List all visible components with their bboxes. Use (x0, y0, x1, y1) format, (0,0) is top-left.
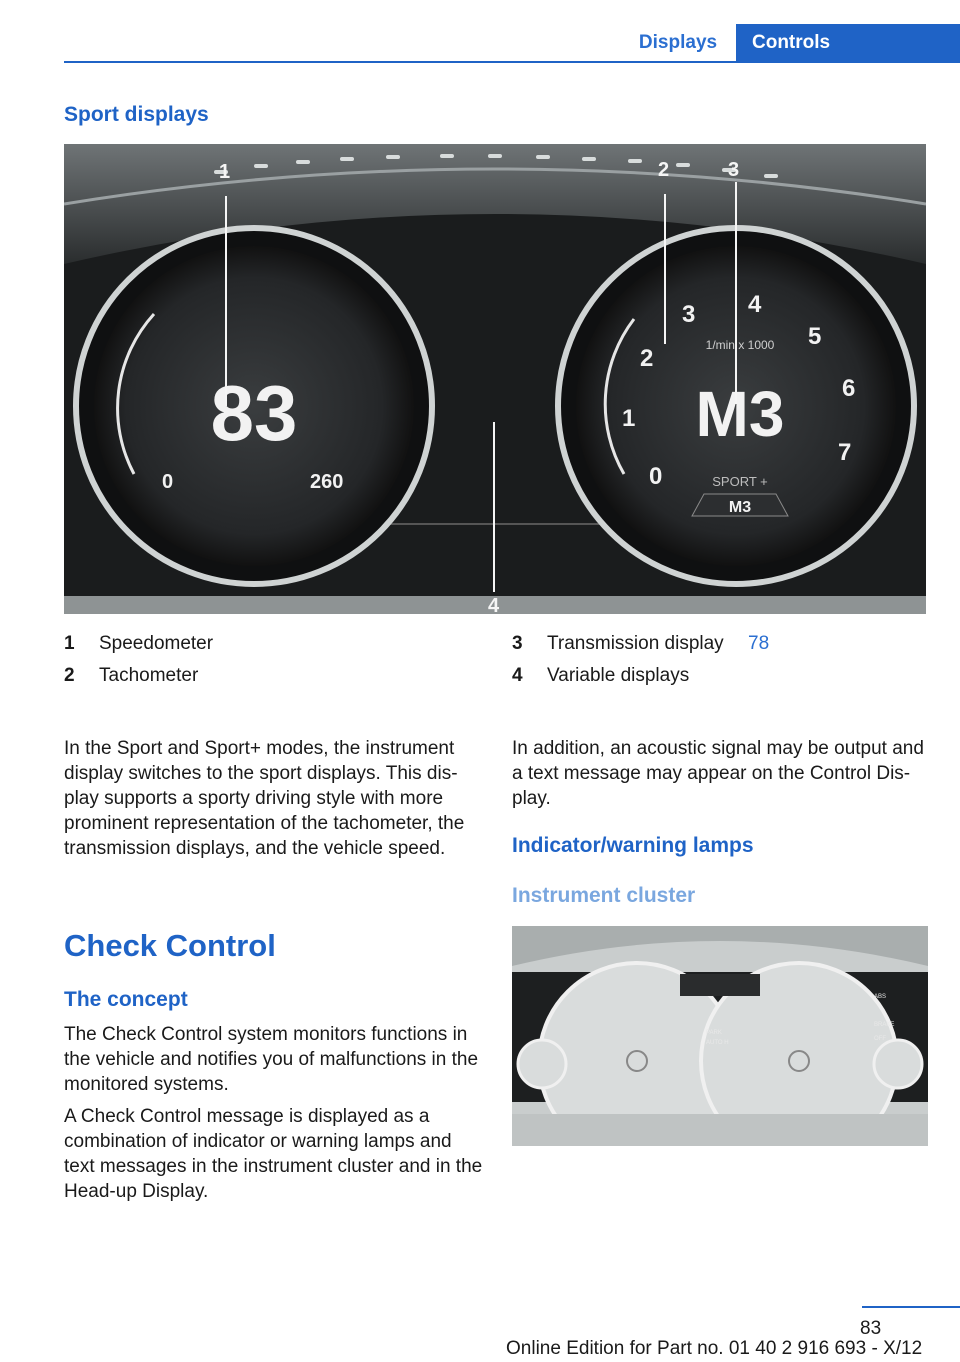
lamp-label-off: OFF (874, 1036, 886, 1042)
cluster-gear: M3 (695, 378, 785, 450)
sport-paragraph-left: In the Sport and Sport+ modes, the instrument display switches to the sport displays. This dis-play supports a sporty driving style with more prominent representation of the tachometer, the transmission displays, and the vehicle speed. (64, 738, 465, 859)
rpm-tick-4: 4 (748, 291, 762, 318)
edition-footer: Online Edition for Part no. 01 40 2 916 693 - X/12 (506, 1338, 923, 1359)
rpm-tick-6: 6 (842, 375, 856, 402)
callout-3: 3 (728, 159, 740, 181)
rpm-tick-2: 2 (640, 345, 654, 372)
callout-2: 2 (658, 159, 670, 181)
check-control-paragraph-2: A Check Control message is displayed as a combination of indicator or warning lamps and text messages in the instrument cluster and in the Head-up Display. (64, 1106, 483, 1202)
lamp-label-brake: BRAKE (874, 1022, 895, 1028)
page-number: 83 (860, 1318, 882, 1339)
legend-label-3: Transmission display (547, 633, 724, 654)
lamp-label-auto-h: AUTO H (706, 1040, 729, 1046)
lamp-label-park: PARK (706, 1030, 722, 1036)
section-heading-check-control: Check Control (64, 928, 276, 963)
sport-paragraph-right: In addition, an acoustic signal may be output and a text message may appear on the Control Dis-play. (512, 738, 924, 809)
header-rule (64, 61, 960, 63)
rpm-tick-0: 0 (649, 463, 663, 490)
legend-num-4: 4 (512, 665, 523, 686)
cluster-mode-gear: M3 (728, 499, 752, 516)
section-heading-indicator-lamps: Indicator/warning lamps (512, 834, 754, 857)
legend-num-1: 1 (64, 633, 75, 654)
cluster-speed-max: 260 (310, 471, 344, 493)
rpm-tick-5: 5 (808, 323, 822, 350)
callout-1: 1 (219, 161, 231, 183)
legend-label-4: Variable displays (547, 665, 690, 686)
legend-num-3: 3 (512, 633, 523, 654)
tab-controls[interactable]: Controls (736, 24, 960, 61)
check-control-paragraph-1: The Check Control system monitors functions in the vehicle and notifies you of malfunctions in the monitored systems. (64, 1024, 479, 1095)
section-heading-sport-displays: Sport displays (64, 103, 209, 126)
subheading-the-concept: The concept (64, 988, 188, 1011)
callout-4: 4 (488, 595, 500, 614)
cluster-rpm-unit: 1/min x 1000 (705, 338, 775, 352)
lamp-label-abs: ABS (874, 994, 887, 1000)
rpm-tick-7: 7 (838, 439, 852, 466)
legend-label-2: Tachometer (99, 665, 199, 686)
instrument-cluster-image (512, 926, 928, 1146)
legend-num-2: 2 (64, 665, 75, 686)
legend-label-1: Speedometer (99, 633, 214, 654)
rpm-tick-3: 3 (682, 301, 696, 328)
cluster-speed-min: 0 (162, 471, 174, 493)
tab-displays[interactable]: Displays (638, 31, 718, 53)
legend-page-ref[interactable]: 78 (748, 633, 770, 654)
footer-rule (862, 1306, 960, 1308)
rpm-tick-1: 1 (622, 405, 636, 432)
cluster-speed: 83 (210, 369, 298, 457)
cluster-mode: SPORT + (712, 474, 768, 489)
sport-display-image (64, 144, 926, 614)
subheading-instrument-cluster: Instrument cluster (512, 884, 696, 907)
